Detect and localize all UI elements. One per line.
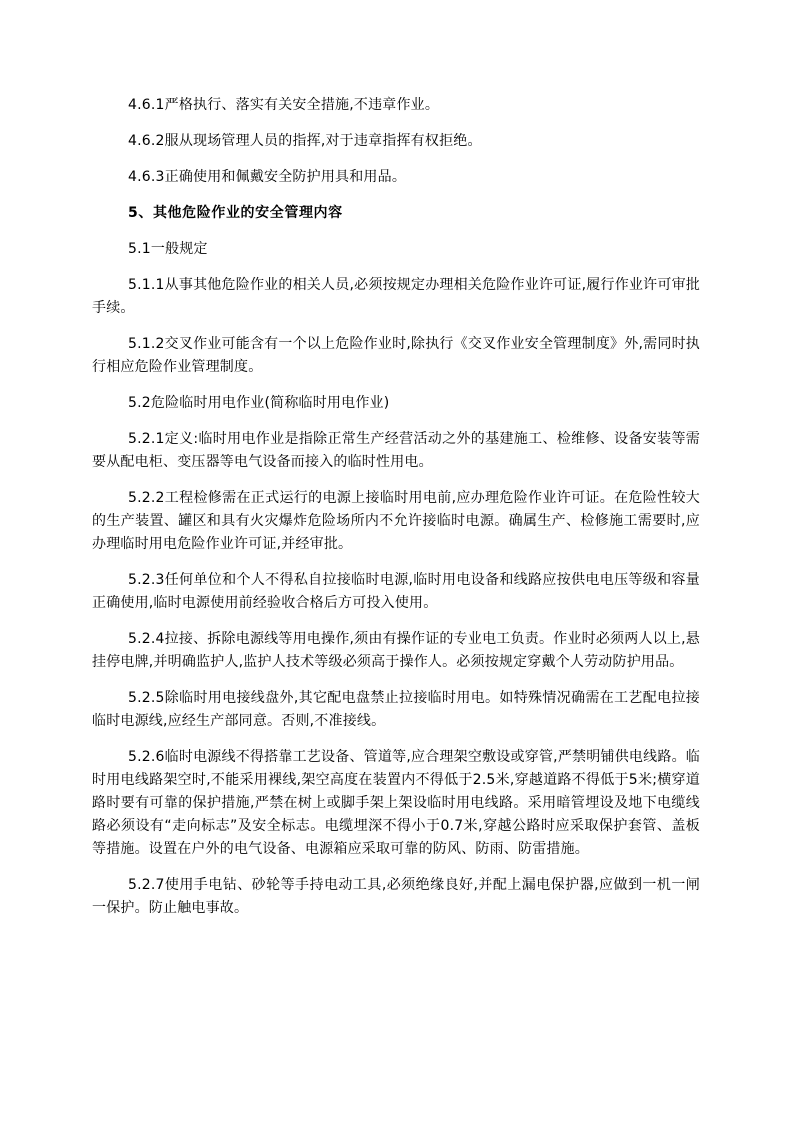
clause-5-2-1: 5.2.1定义:临时用电作业是指除正常生产经营活动之外的基建施工、检维修、设备安装等需要从配电柜、变压器等电气设备而接入的临时性用电。 [92, 431, 700, 470]
clause-5-1-2: 5.1.2交叉作业可能含有一个以上危险作业时,除执行《交叉作业安全管理制度》外,需同时执行相应危险作业管理制度。 [92, 336, 700, 375]
clause-5-2-5: 5.2.5除临时用电接线盘外,其它配电盘禁止拉接临时用电。如特殊情况确需在工艺配电拉接临时电源线,应经生产部同意。否则,不准接线。 [92, 690, 700, 729]
clause-4-6-1: 4.6.1严格执行、落实有关安全措施,不违章作业。 [128, 97, 440, 113]
clause-5-2-6: 5.2.6临时电源线不得搭靠工艺设备、管道等,应合理架空敷设或穿管,严禁明铺供电线路。临时用电线路架空时,不能采用裸线,架空高度在装置内不得低于2.5米,穿越道路不得低于5米;横穿道路时要有可靠的保护措施,严禁在树上或脚手架上架设临时用电线路。采用暗管埋设及地下电缆线路必须设有“走向标志”及安全标志。电缆埋深不得小于0.7米,穿越公路时应采取保护套管、盖板等措施。设置在户外的电气设备、电源箱应采取可靠的防风、防雨、防雷措施。 [92, 749, 700, 857]
clause-5-2-3: 5.2.3任何单位和个人不得私自拉接临时电源,临时用电设备和线路应按供电电压等级和容量正确使用,临时电源使用前经验收合格后方可投入使用。 [92, 572, 700, 611]
clause-4-6-2: 4.6.2服从现场管理人员的指挥,对于违章指挥有权拒绝。 [128, 133, 482, 149]
clause-5-2-4: 5.2.4拉接、拆除电源线等用电操作,须由有操作证的专业电工负责。作业时必须两人以上,悬挂停电牌,并明确监护人,监护人技术等级必须高于操作人。必须按规定穿戴个人劳动防护用品。 [92, 631, 700, 670]
subsection-5-1-title: 5.1一般规定 [128, 241, 208, 257]
document-body [92, 94, 700, 933]
clause-4-6-3: 4.6.3正确使用和佩戴安全防护用具和用品。 [128, 169, 407, 185]
clause-5-2-7: 5.2.7使用手电钻、砂轮等手持电动工具,必须绝缘良好,并配上漏电保护器,应做到一机一闸一保护。防止触电事故。 [92, 877, 700, 916]
section-5-heading: 5、其他危险作业的安全管理内容 [128, 205, 343, 221]
subsection-5-2-title: 5.2危险临时用电作业(简称临时用电作业) [128, 395, 390, 411]
clause-5-2-2: 5.2.2工程检修需在正式运行的电源上接临时用电前,应办理危险作业许可证。在危险性较大的生产装置、罐区和具有火灾爆炸危险场所内不允许接临时电源。确属生产、检修施工需要时,应办理临时用电危险作业许可证,并经审批。 [92, 490, 700, 552]
clause-5-1-1: 5.1.1从事其他危险作业的相关人员,必须按规定办理相关危险作业许可证,履行作业许可审批手续。 [92, 277, 700, 316]
